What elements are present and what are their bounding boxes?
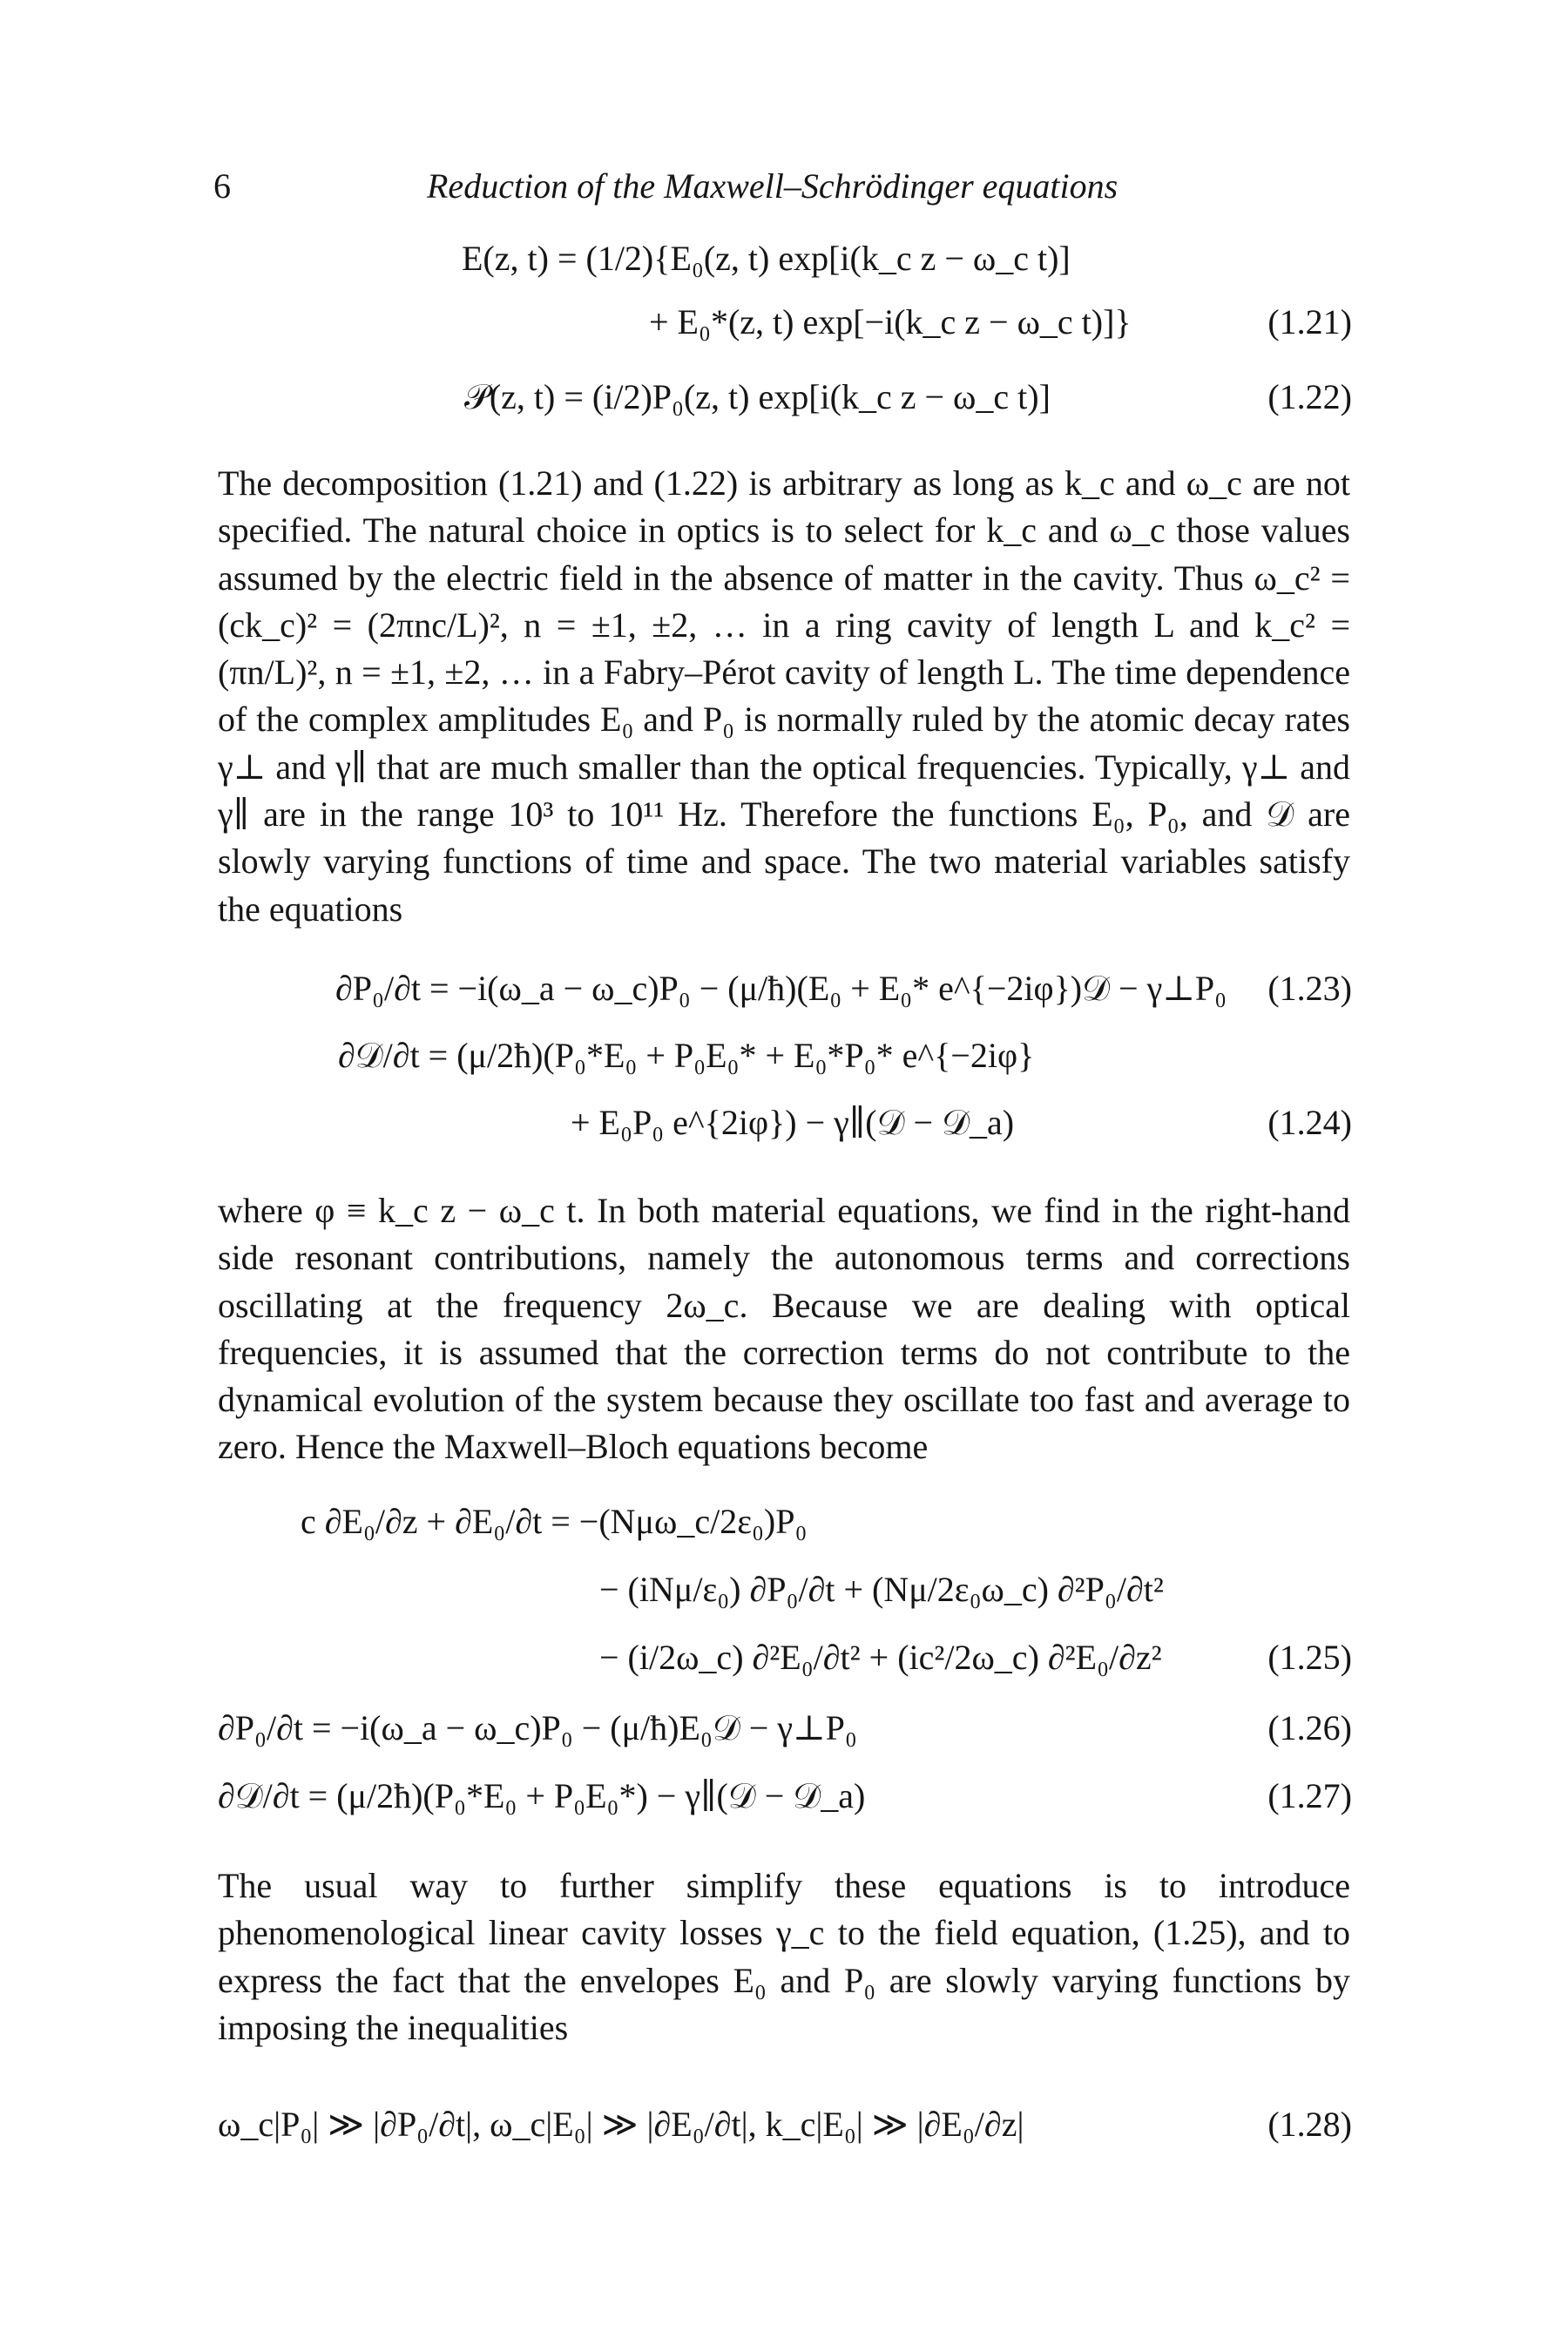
equation-1-23: ∂P₀/∂t = −i(ω_a − ω_c)P₀ − (μ/ħ)(E₀ + E₀* e^{−2iφ})𝒟 − γ⊥P₀	[335, 969, 1227, 1008]
equation-1-21-line-2: + E₀*(z, t) exp[−i(k_c z − ω_c t)]}	[649, 302, 1132, 341]
paragraph-2: where φ ≡ k_c z − ω_c t. In both material equations, we find in the right-hand side resonant contributions, namely the autonomous terms and corrections oscillating at the frequency 2ω_c. Because we are dealing with optical frequencies, it is assumed that the correction terms do not contribute to the dynamical evolution of the system because they oscillate too fast and average to zero. Hence the Maxwell–Bloch equations become	[218, 1191, 1350, 1467]
page-number: 6	[213, 166, 231, 206]
equation-number-1-22: (1.22)	[1267, 377, 1352, 416]
equation-1-21-line-1: E(z, t) = (1/2){E₀(z, t) exp[i(k_c z − ω_c t)]	[462, 239, 1071, 278]
equation-number-1-27: (1.27)	[1267, 1776, 1352, 1815]
equation-1-28: ω_c|P₀| ≫ |∂P₀/∂t|, ω_c|E₀| ≫ |∂E₀/∂t|, k_c|E₀| ≫ |∂E₀/∂z|	[218, 2105, 1024, 2144]
equation-number-1-24: (1.24)	[1267, 1103, 1352, 1142]
equation-1-24-line-1: ∂𝒟/∂t = (μ/2ħ)(P₀*E₀ + P₀E₀* + E₀*P₀* e^{−2iφ}	[338, 1036, 1035, 1075]
equation-number-1-26: (1.26)	[1267, 1708, 1352, 1747]
equation-number-1-25: (1.25)	[1267, 1638, 1352, 1677]
equation-1-25-line-2: − (iNμ/ε₀) ∂P₀/∂t + (Nμ/2ε₀ω_c) ∂²P₀/∂t²	[599, 1570, 1164, 1609]
equation-1-22: 𝒫(z, t) = (i/2)P₀(z, t) exp[i(k_c z − ω_c t)]	[464, 377, 1051, 416]
paragraph-3: The usual way to further simplify these equations is to introduce phenomenological linear cavity losses γ_c to the field equation, (1.25), and to express the fact that the envelopes E₀ and P₀ are slowly varying functions by imposing the inequalities	[218, 1866, 1350, 2047]
equation-number-1-21: (1.21)	[1267, 302, 1352, 341]
running-title: Reduction of the Maxwell–Schrödinger equations	[427, 166, 1119, 206]
equation-1-25-line-1: c ∂E₀/∂z + ∂E₀/∂t = −(Nμω_c/2ε₀)P₀	[301, 1502, 808, 1541]
equation-1-27: ∂𝒟/∂t = (μ/2ħ)(P₀*E₀ + P₀E₀*) − γ∥(𝒟 − 𝒟_a)	[218, 1776, 866, 1815]
equation-1-25-line-3: − (i/2ω_c) ∂²E₀/∂t² + (ic²/2ω_c) ∂²E₀/∂z²	[599, 1638, 1162, 1677]
equation-1-26: ∂P₀/∂t = −i(ω_a − ω_c)P₀ − (μ/ħ)E₀𝒟 − γ⊥P₀	[218, 1708, 857, 1747]
paragraph-1: The decomposition (1.21) and (1.22) is arbitrary as long as k_c and ω_c are not specified. The natural choice in optics is to select for k_c and ω_c those values assumed by the electric field in the absence of matter in the cavity. Thus ω_c² = (ck_c)² = (2πnc/L)², n = ±1, ±2, … in a ring cavity of length L and k_c² = (πn/L)², n = ±1, ±2, … in a Fabry–Pérot cavity of length L. The time dependence of the complex amplitudes E₀ and P₀ is normally ruled by the atomic decay rates γ⊥ and γ∥ that are much smaller than the optical frequencies. Typically, γ⊥ and γ∥ are in the range 10³ to 10¹¹ Hz. Therefore the functions E₀, P₀, and 𝒟 are slowly varying functions of time and space. The two material variables satisfy the equations	[218, 463, 1350, 929]
equation-number-1-28: (1.28)	[1267, 2105, 1352, 2144]
equation-number-1-23: (1.23)	[1267, 969, 1352, 1008]
equation-1-24-line-2: + E₀P₀ e^{2iφ}) − γ∥(𝒟 − 𝒟_a)	[571, 1103, 1015, 1142]
